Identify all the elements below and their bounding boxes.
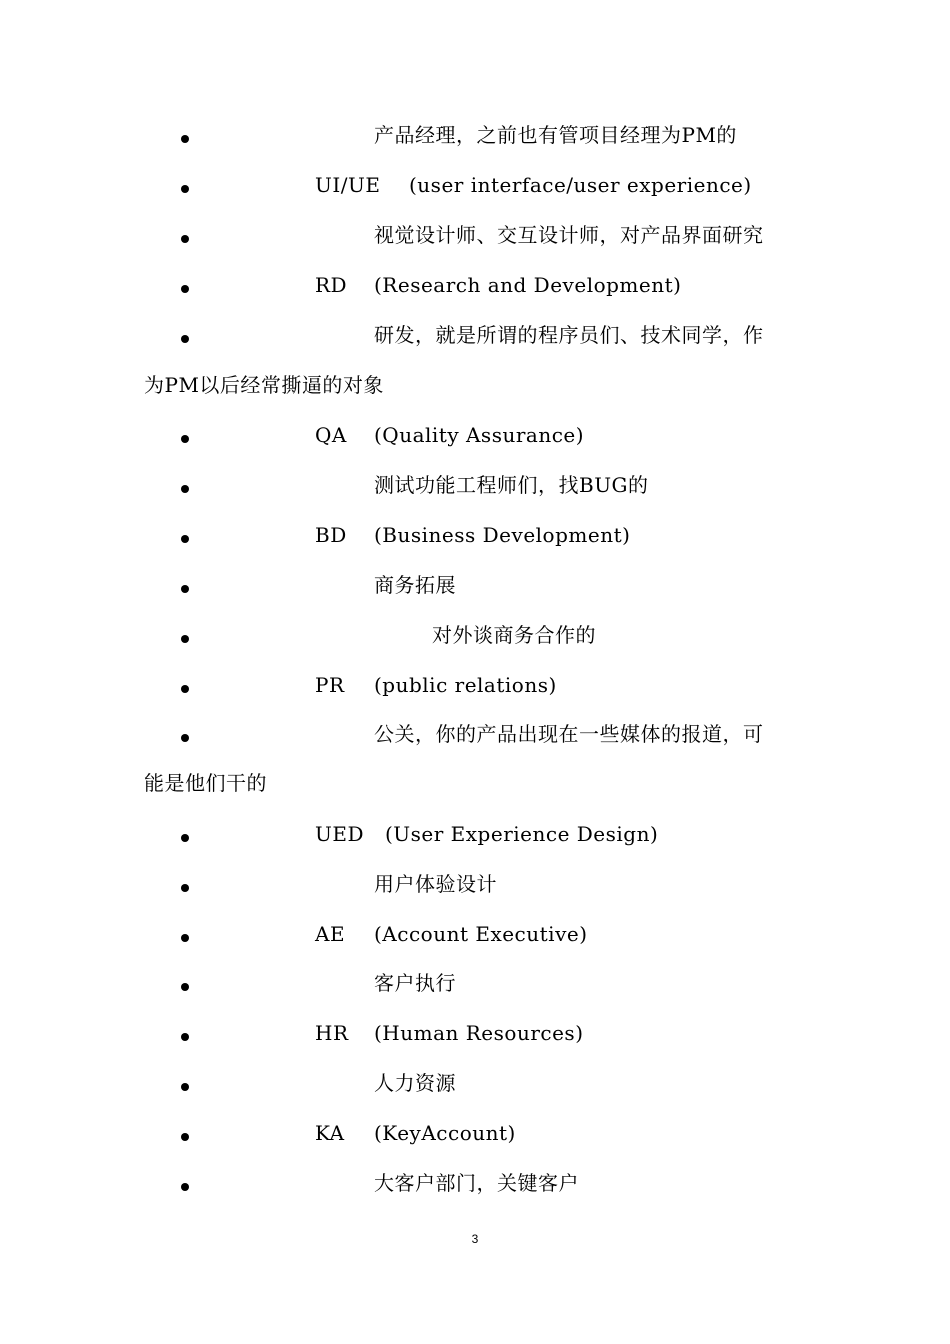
bullet-icon (181, 983, 189, 991)
item-abbreviation: KA (315, 1121, 345, 1145)
item-abbreviation: UED (315, 822, 364, 846)
item-continuation: 为PM以后经常撕逼的对象 (144, 373, 384, 397)
bullet-icon (181, 685, 189, 693)
list-item (0, 521, 950, 553)
list-item (0, 1069, 950, 1101)
item-description: (Account Executive) (374, 922, 588, 946)
list-item (0, 621, 950, 653)
item-description: (Business Development) (374, 523, 631, 547)
list-item (0, 720, 950, 752)
bullet-icon (181, 485, 189, 493)
item-description: 用户体验设计 (374, 872, 497, 896)
bullet-icon (181, 1083, 189, 1091)
item-description: 客户执行 (374, 971, 456, 995)
list-item (0, 671, 950, 703)
bullet-icon (181, 335, 189, 343)
bullet-icon (181, 734, 189, 742)
bullet-icon (181, 1133, 189, 1141)
list-item (0, 271, 950, 303)
page-number: 3 (471, 1232, 479, 1246)
item-abbreviation: UI/UE (315, 173, 381, 197)
item-description: 视觉设计师、交互设计师，对产品界面研究 (374, 223, 764, 247)
list-item (0, 321, 950, 353)
list-item (0, 820, 950, 852)
bullet-icon (181, 1183, 189, 1191)
item-description: (Human Resources) (374, 1021, 584, 1045)
bullet-icon (181, 834, 189, 842)
list-item (0, 171, 950, 203)
bullet-icon (181, 1033, 189, 1041)
list-item (0, 221, 950, 253)
item-description: (Quality Assurance) (374, 423, 585, 447)
item-description: (User Experience Design) (385, 822, 659, 846)
item-description: 对外谈商务合作的 (432, 623, 596, 647)
item-description: (Research and Development) (374, 273, 682, 297)
item-description: (public relations) (374, 673, 557, 697)
bullet-icon (181, 585, 189, 593)
bullet-icon (181, 135, 189, 143)
list-item (0, 121, 950, 153)
bullet-icon (181, 535, 189, 543)
item-description: 大客户部门，关键客户 (374, 1171, 579, 1195)
item-abbreviation: BD (315, 523, 347, 547)
item-abbreviation: HR (315, 1021, 349, 1045)
bullet-icon (181, 435, 189, 443)
item-description: 人力资源 (374, 1071, 456, 1095)
item-description: 公关，你的产品出现在一些媒体的报道，可 (374, 722, 764, 746)
list-item (0, 1119, 950, 1151)
list-item (0, 920, 950, 952)
bullet-icon (181, 235, 189, 243)
list-item (0, 1169, 950, 1201)
bullet-icon (181, 635, 189, 643)
item-continuation: 能是他们干的 (144, 771, 267, 795)
item-abbreviation: AE (315, 922, 346, 946)
item-abbreviation: RD (315, 273, 348, 297)
list-item (0, 471, 950, 503)
list-item (0, 969, 950, 1001)
list-item (0, 571, 950, 603)
item-description: 研发，就是所谓的程序员们、技术同学，作 (374, 323, 764, 347)
item-abbreviation: PR (315, 673, 345, 697)
item-description: 商务拓展 (374, 573, 456, 597)
bullet-icon (181, 934, 189, 942)
bullet-icon (181, 285, 189, 293)
item-description: 产品经理，之前也有管项目经理为PM的 (374, 123, 737, 147)
list-item (0, 421, 950, 453)
item-description: 测试功能工程师们，找BUG的 (374, 473, 649, 497)
list-item (0, 1019, 950, 1051)
item-abbreviation: QA (315, 423, 347, 447)
item-description: (KeyAccount) (374, 1121, 516, 1145)
bullet-icon (181, 884, 189, 892)
bullet-icon (181, 185, 189, 193)
item-description: (user interface/user experience) (409, 173, 752, 197)
list-item (0, 870, 950, 902)
